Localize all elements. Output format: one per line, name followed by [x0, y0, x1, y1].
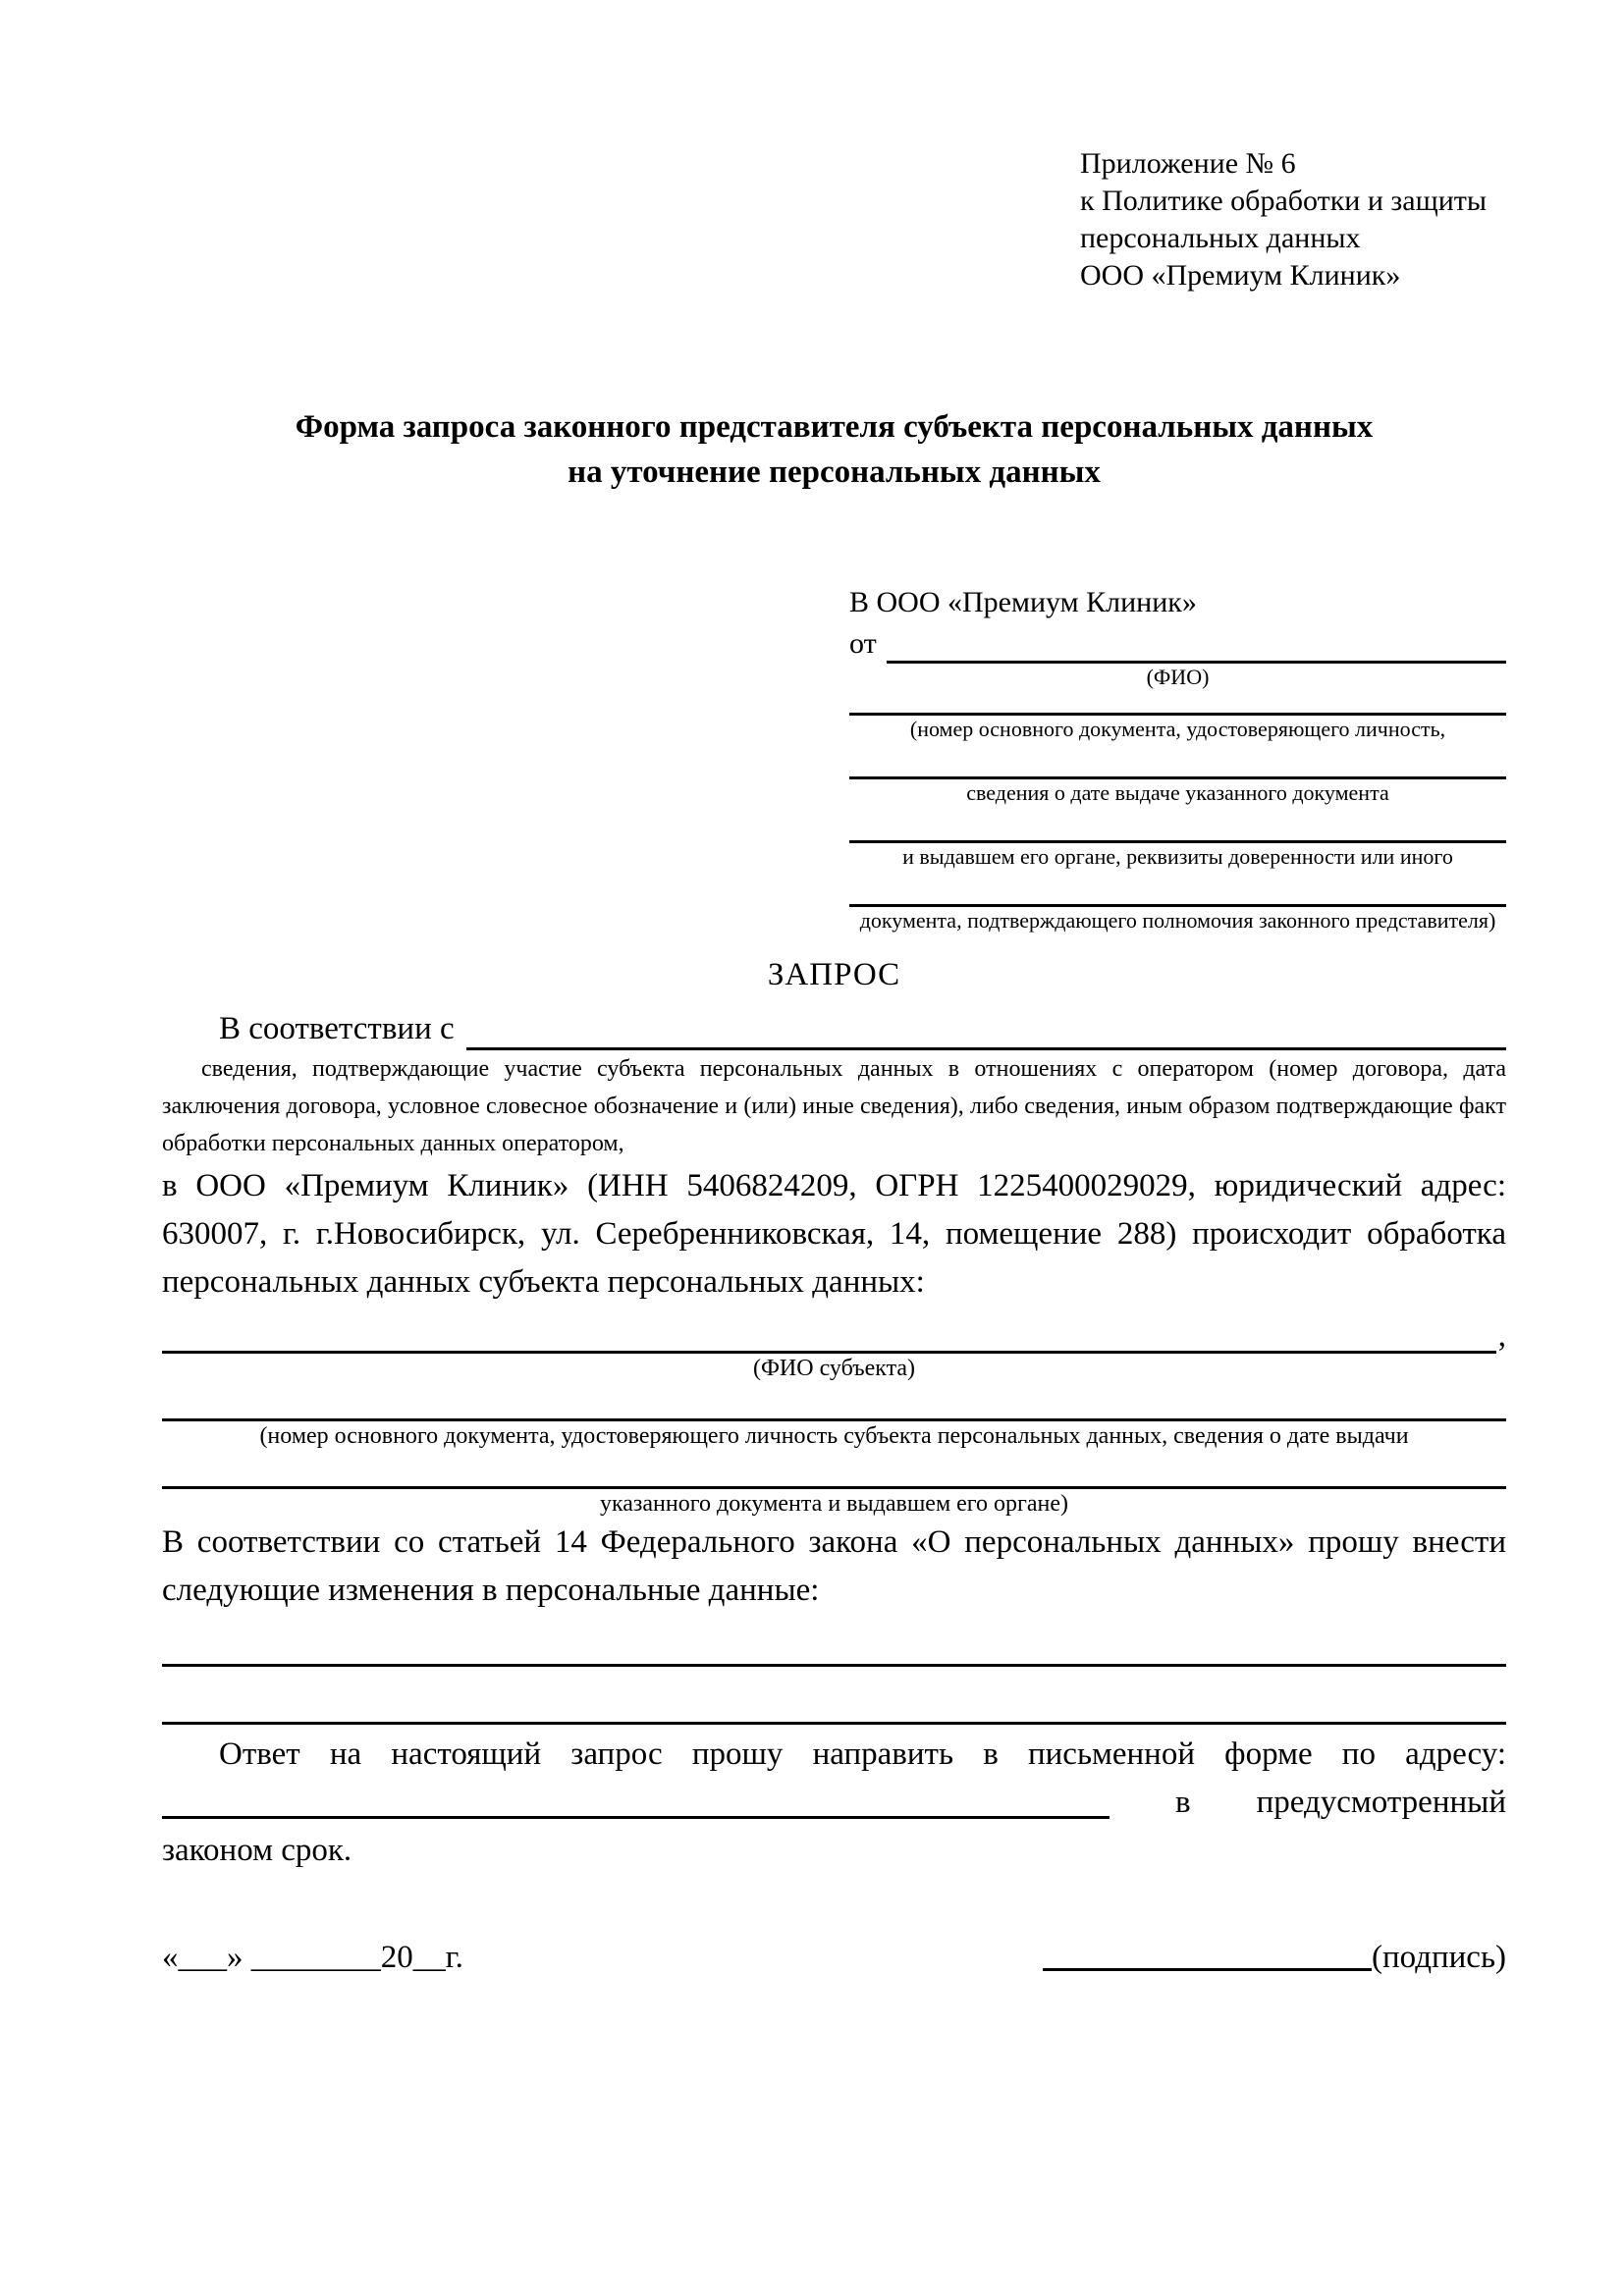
- doc-caption-3: и выдавшем его органе, реквизиты доверенности или иного: [902, 844, 1453, 869]
- issue-date-blank-field-line: [849, 743, 1506, 779]
- doc-caption-2: сведения о дате выдаче указанного документа: [966, 780, 1389, 805]
- signature-blank-field-line: [1043, 1968, 1372, 1971]
- reply-address-blank-field-line: [162, 1816, 1110, 1819]
- intro-row: [162, 1007, 1506, 1050]
- addressee-from-row: [849, 624, 1506, 664]
- subject-doc-caption-2: указанного документа и выдавшем его органе): [599, 1491, 1069, 1517]
- changes-blank-field-line-2: [162, 1698, 1506, 1725]
- addressee-to: В ООО «Премиум Клиник»: [849, 586, 1197, 618]
- appendix-block: [1080, 145, 1506, 294]
- appendix-line-3: персональных данных: [1080, 222, 1361, 254]
- date-blank-field: «___» ________20__г.: [162, 1940, 463, 1975]
- intro-label: В соответствии с: [219, 1011, 455, 1046]
- appendix-line-1: Приложение № 6: [1080, 147, 1296, 180]
- signature-caption: (подпись): [1372, 1940, 1506, 1975]
- signoff-row: [162, 1936, 1506, 1979]
- document-title-line-1: Форма запроса законного представителя субъекта персональных данных: [295, 409, 1374, 445]
- reply-word-predusmotrenny: предусмотренный: [1256, 1785, 1506, 1820]
- subject-fio-row: [162, 1318, 1506, 1354]
- changes-blank-field-line-1: [162, 1640, 1506, 1667]
- document-title: [162, 404, 1506, 495]
- subject-fio-caption: (ФИО субъекта): [752, 1356, 916, 1381]
- reply-address-row: [162, 1779, 1506, 1827]
- subject-doc-caption-1: (номер основного документа, удостоверяющего личность субъекта персональных данных, сведения о дате выдачи: [259, 1423, 1409, 1449]
- appendix-line-4: ООО «Премиум Клиник»: [1080, 259, 1401, 292]
- fio-caption: (ФИО): [1146, 665, 1210, 689]
- doc-caption-1: (номер основного документа, удостоверяющего личность,: [909, 717, 1446, 741]
- reply-word-v: в: [1175, 1785, 1191, 1820]
- operator-info-paragraph: в ООО «Премиум Клиник» (ИНН 5406824209, ОГРН 1225400029029, юридический адрес: 630007, г. г.Новосибирск, ул. Серебренниковская, 14, помещение 288) происходит обработка персональных данных субъекта персональных данных:: [162, 1168, 1506, 1300]
- authority-doc-blank-field-line: [849, 871, 1506, 907]
- trailing-comma: ,: [1497, 1318, 1506, 1354]
- document-title-line-2: на уточнение персональных данных: [568, 454, 1101, 490]
- from-label: от: [849, 627, 877, 660]
- issuing-authority-blank-field-line: [849, 807, 1506, 843]
- request-heading: ЗАПРОС: [767, 957, 901, 992]
- doc-caption-4: документа, подтверждающего полномочия законного представителя): [859, 908, 1496, 933]
- appendix-line-2: к Политике обработки и защиты: [1080, 185, 1488, 217]
- reply-tail: законом срок.: [162, 1833, 352, 1868]
- addressee-block: [849, 581, 1506, 934]
- subject-doc-blank-field-line: [162, 1383, 1506, 1421]
- law-paragraph: В соответствии со статьей 14 Федерального закона «О персональных данных» прошу внести следующие изменения в персональные данные:: [162, 1524, 1506, 1608]
- intro-note: сведения, подтверждающие участие субъекта персональных данных в отношениях с оператором (номер договора, дата заключения договора, условное словесное обозначение и (или) иные сведения), либо сведения, иным образом подтверждающие факт обработки персональных данных оператором,: [162, 1056, 1506, 1156]
- doc-number-blank-field-line: [849, 691, 1506, 716]
- signature-group: [1043, 1936, 1506, 1979]
- reply-paragraph: Ответ на настоящий запрос прошу направить в письменной форме по адресу:: [219, 1736, 1506, 1772]
- subject-doc-issuer-blank-field-line: [162, 1451, 1506, 1489]
